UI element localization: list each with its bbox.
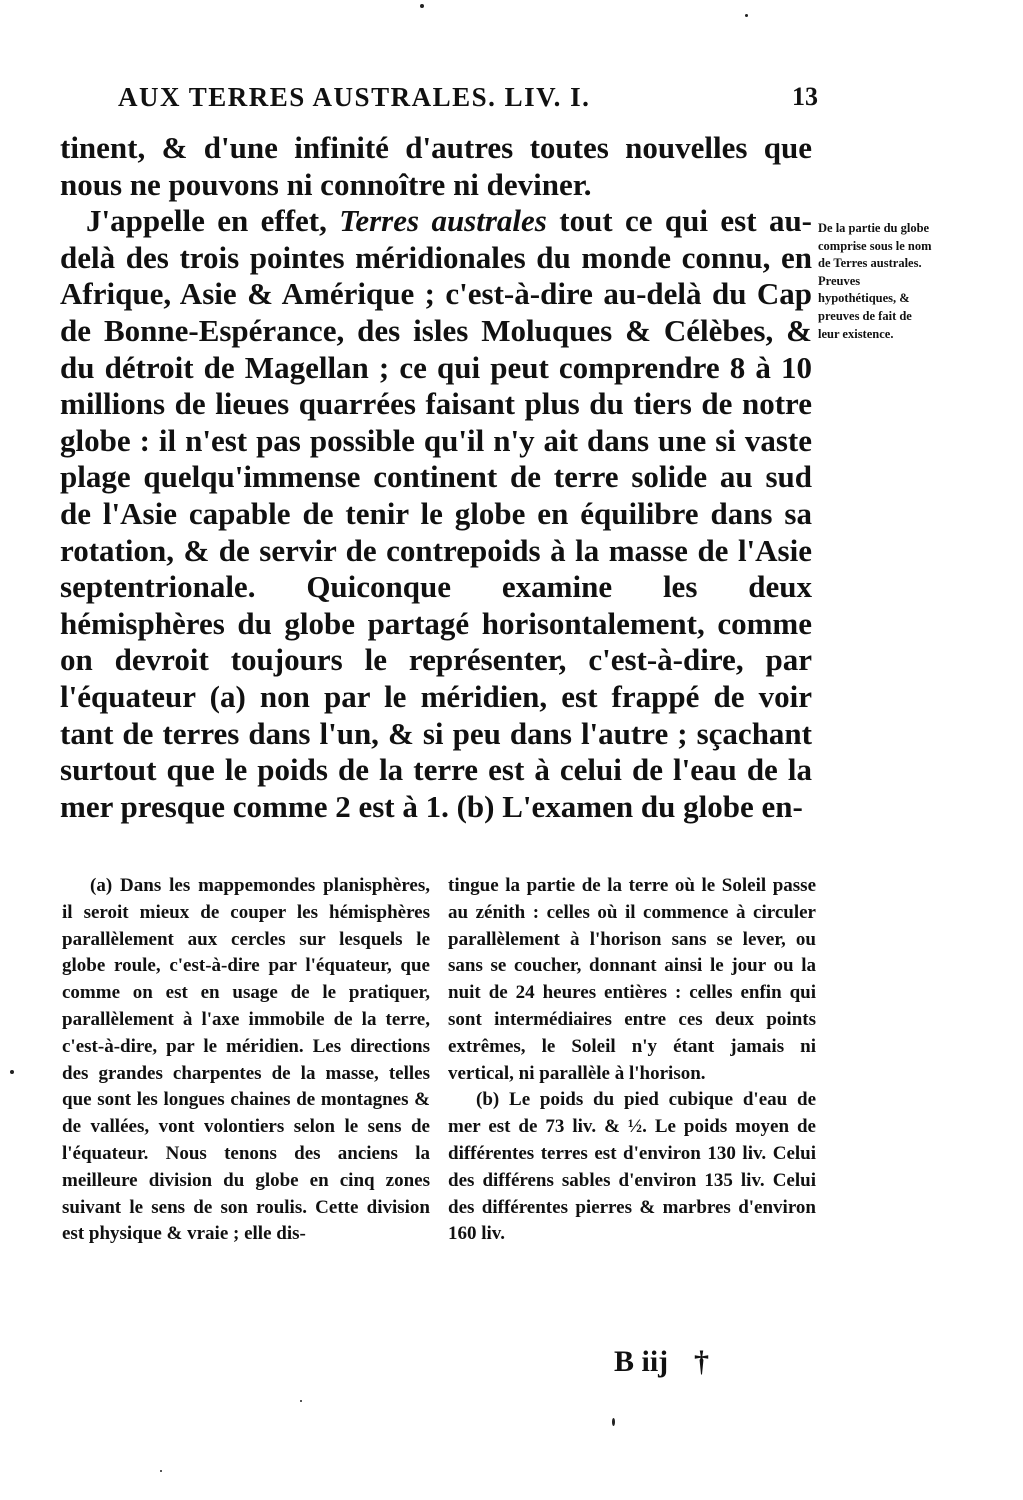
footnote-column-right [448, 873, 816, 1248]
dagger-mark: † [694, 1345, 709, 1378]
footnote-a: (a) Dans les mappemondes planisphères, il seroit mieux de couper les hémisphères parallèlement aux cercles sur lesquels le globe roule, c'est-à-dire par l'équateur, que comme on est en usage de le pratiquer, parallèlement à l'axe immobile de la terre, c'est-à-dire, par le méridien. Les directions des grandes charpentes de la masse, telles que sont les longues chaines de montagnes & de vallées, vont volontiers selon le sens de l'équateur. Nous tenons des anciens la meilleure division du globe en cinq zones suivant le sens de son roulis. Cette division est physique & vraie ; elle dis- [62, 875, 430, 1245]
running-header [118, 82, 818, 122]
scan-speck [160, 1470, 162, 1472]
scan-speck [745, 14, 748, 17]
scan-speck [420, 4, 424, 8]
paragraph-rest: tout ce qui est au-delà des trois pointes méridionales du monde connu, en Afrique, Asie & Amérique ; c'est-à-dire au-delà du Cap de Bonne-Espérance, des isles Moluques & Célèbes, & du détroit de Magellan ; ce qui peut comprendre 8 à 10 millions de lieues quarrées faisant plus du tiers de notre globe : il n'est pas possible qu'il n'y ait dans une si vaste plage quelqu'immense continent de terre solide au sud de l'Asie capable de tenir le globe en équilibre dans sa rotation, & de servir de contrepoids à la masse de l'Asie septentrionale. Quiconque examine les deux hémisphères du globe partagé horisontalement, comme on devroit toujours le représenter, c'est-à-dire, par l'équateur (a) non par le méridien, est frappé de voir tant de terres dans l'un, & si peu dans l'autre ; sçachant surtout que le poids de la terre est à celui de l'eau de la mer presque comme 2 est à 1. (b) L'examen du globe en- [60, 203, 813, 824]
footnote-column-left [62, 873, 430, 1248]
paragraph-start: J'appelle en effet, [86, 203, 340, 239]
scan-speck [300, 1400, 302, 1402]
main-text [60, 130, 812, 825]
scan-speck [612, 1418, 615, 1426]
signature-mark: B iij [614, 1345, 669, 1378]
marginal-note: De la partie du globe comprise sous le nom de Terres australes. Preuves hypothétiques, & preuves de fait de leur existence. [818, 221, 932, 341]
paragraph-continuation: tinent, & d'une infinité d'autres toutes nouvelles que nous ne pouvons ni connoître ni deviner. [60, 130, 812, 202]
footnote-b: (b) Le poids du pied cubique d'eau de mer est de 73 liv. & ½. Le poids moyen de différentes terres est d'environ 130 liv. Celui des différens sables d'environ 135 liv. Celui des différentes pierres & marbres d'environ 160 liv. [448, 1089, 816, 1245]
paragraph-terres-australes [60, 203, 812, 825]
scan-speck [10, 1070, 14, 1074]
footnotes [62, 873, 814, 1353]
footnote-a-continued: tingue la partie de la terre où le Soleil passe au zénith : celles où il commence à circuler parallèlement à l'horison sans se lever, ou sans se coucher, donnant ainsi le jour ou la nuit de 24 heures entières : celles enfin qui sont intermédiaires entre ces deux points extrêmes, le Soleil n'y étant jamais ni vertical, ni parallèle à l'horison. [448, 875, 816, 1084]
page-number: 13 [792, 82, 818, 111]
italic-term: Terres australes [339, 203, 547, 239]
running-title: AUX TERRES AUSTRALES. LIV. I. [118, 82, 591, 112]
